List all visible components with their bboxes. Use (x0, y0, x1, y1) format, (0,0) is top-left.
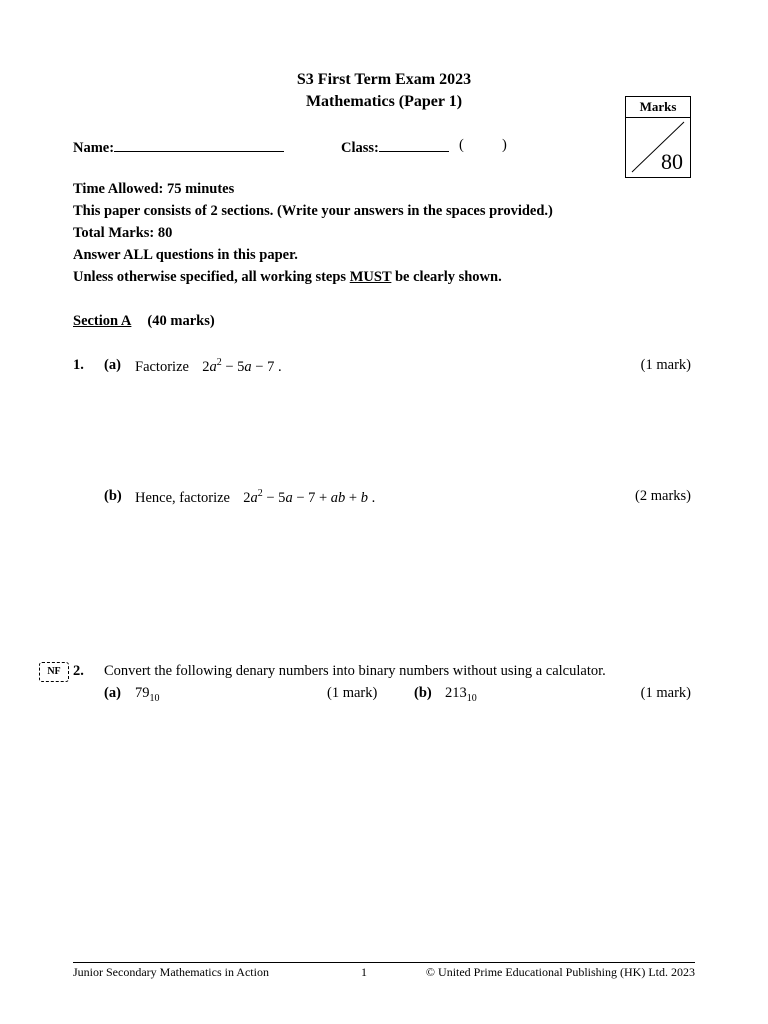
name-field (73, 137, 284, 157)
q1b-marks: (2 marks) (635, 488, 691, 504)
class-number-close: ) (502, 137, 507, 153)
marks-total: 80 (661, 149, 683, 174)
q1-number: 1. (73, 357, 84, 373)
q2a-label: (a) (104, 685, 121, 701)
q2b-label: (b) (414, 685, 432, 701)
class-field (341, 137, 449, 157)
q1a-text: Factorize (135, 358, 189, 375)
q1b-text: Hence, factorize (135, 489, 230, 506)
q2a-marks: (1 mark) (327, 685, 378, 701)
q2b-value: $213_{10}$ (445, 685, 477, 704)
marks-box-label: Marks (626, 97, 690, 118)
instruction-sections: This paper consists of 2 sections. (Write your answers in the spaces provided.) (73, 203, 553, 219)
q1b-expression: $2a^2 - 5a - 7$ + ab + b . (243, 488, 376, 506)
q1a-question (135, 357, 282, 376)
marks-box (625, 96, 691, 178)
q1a-marks: (1 mark) (640, 357, 691, 373)
name-blank[interactable] (114, 137, 284, 152)
instruction-total: Total Marks: 80 (73, 225, 173, 241)
q2b-marks: (1 mark) (640, 685, 691, 701)
class-label: Class: (341, 140, 379, 156)
q2-text: Convert the following denary numbers into binary numbers without using a calculator. (104, 663, 606, 679)
section-title: Section A (73, 313, 132, 329)
exam-title: S3 First Term Exam 2023 (296, 71, 472, 88)
page-number: 1 (361, 965, 367, 979)
instruction-answer-all: Answer ALL questions in this paper. (73, 247, 298, 263)
q1b-label: (b) (104, 488, 122, 504)
instruction-time: Time Allowed: 75 minutes (73, 181, 235, 197)
footer-book-title: Junior Secondary Mathematics in Action (73, 965, 269, 979)
q1b-question (135, 488, 375, 507)
emphasis-must: MUST (349, 269, 392, 285)
section-marks: (40 marks) (147, 313, 215, 329)
footer-copyright: © United Prime Educational Publishing (HK) Ltd. 2023 (425, 965, 695, 979)
instruction-working: Unless otherwise specified, all working steps MUST be clearly shown. (73, 269, 502, 285)
nf-badge: NF (39, 662, 69, 682)
footer-divider (73, 962, 695, 963)
section-heading (73, 313, 215, 330)
name-label: Name: (73, 140, 115, 156)
q2-number: 2. (73, 663, 84, 679)
class-blank[interactable] (379, 137, 449, 152)
exam-subtitle: Mathematics (Paper 1) (305, 93, 463, 110)
class-number-open: ( (459, 137, 464, 153)
q1a-expression: $2a^2 - 5a - 7$ . (202, 357, 282, 375)
q1a-label: (a) (104, 357, 121, 373)
q2a-value: $79_{10}$ (135, 685, 160, 704)
